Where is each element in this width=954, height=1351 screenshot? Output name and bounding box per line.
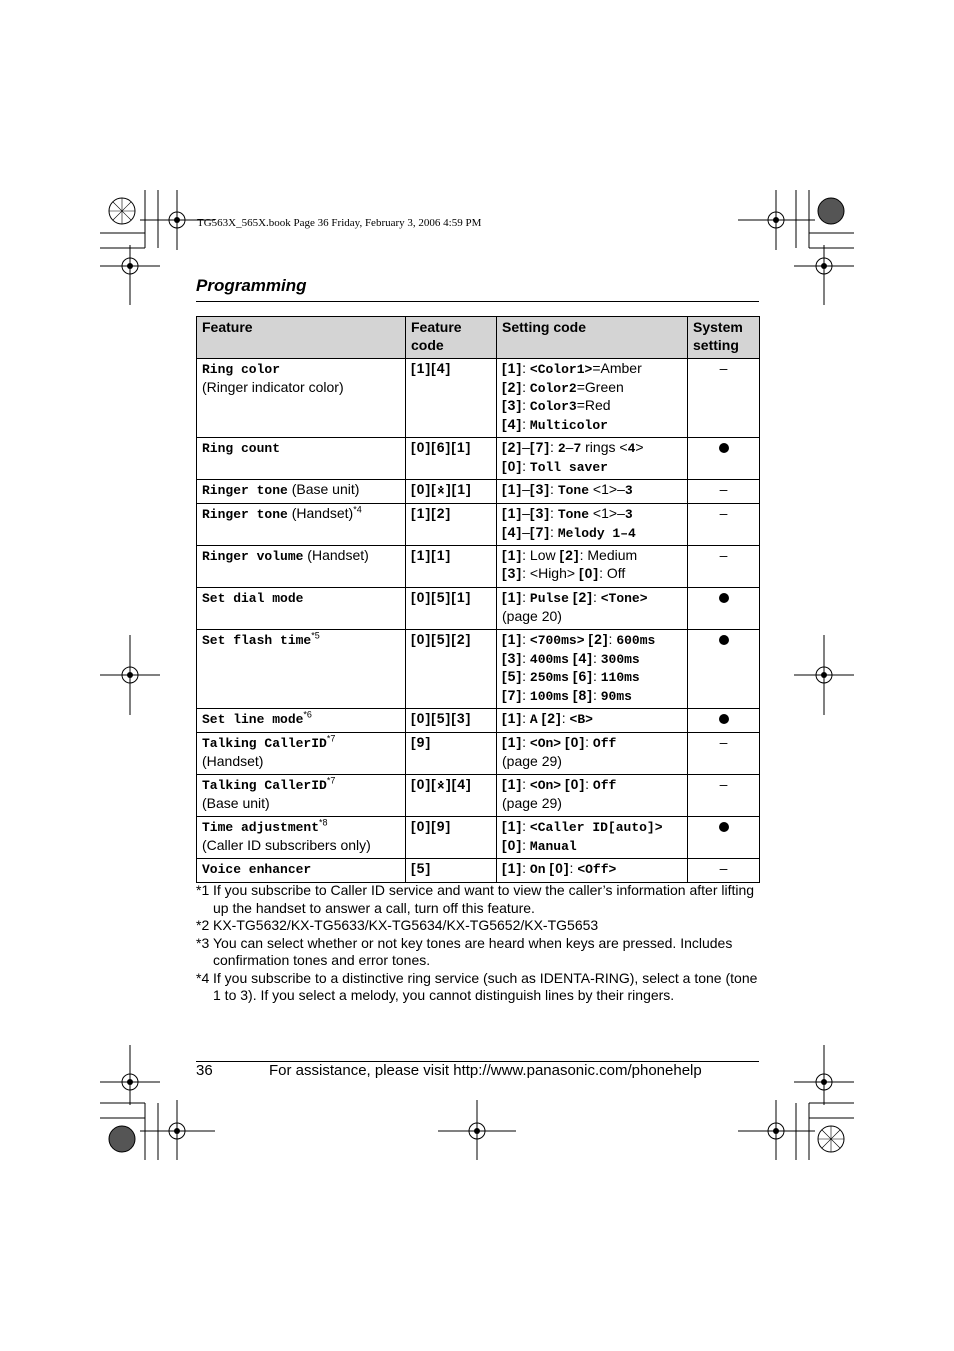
cell-feature: Set flash time$^{*5}$ — [197, 630, 406, 709]
cell-feature: Ring color (Ringer indicator color) — [197, 359, 406, 438]
cell-feature-code: [0][5][2] — [406, 630, 497, 709]
footnote — [196, 935, 761, 970]
system-setting-dot-icon — [719, 714, 729, 724]
cell-feature-code: [1][1] — [406, 546, 497, 588]
cell-feature-code: [0][6][1] — [406, 438, 497, 480]
cell-setting-code: [1]: <On> [0]: Off (page 29) — [497, 775, 688, 817]
footnote-text: If you subscribe to Caller ID service and want to view the caller’s information after lifting up the handset to answer a call, turn off this feature. — [213, 882, 755, 916]
system-setting-dot-icon — [719, 635, 729, 645]
cell-feature: Time adjustment$^{*8}$ (Caller ID subscribers only) — [197, 817, 406, 859]
cell-setting-code: [1]: A [2]: <B> — [497, 709, 688, 733]
cell-system-setting — [688, 630, 760, 709]
header-feature: Feature — [197, 317, 406, 359]
cell-feature: Set line mode$^{*6}$ — [197, 709, 406, 733]
header-feature-code: Feature code — [406, 317, 497, 359]
footnote-text: KX-TG5632/KX-TG5633/KX-TG5634/KX-TG5652/KX-TG5653 — [213, 917, 599, 933]
book-header-line: TG563X_565X.book Page 36 Friday, February 3, 2006 4:59 PM — [197, 217, 482, 229]
section-title: Programming — [196, 276, 307, 295]
header-system-setting: System setting — [688, 317, 760, 359]
cell-setting-code: [1]–[3]: Tone <1>–3 — [497, 480, 688, 504]
cell-setting-code: [1]: <Color1>=Amber [2]: Color2=Green [3]: Color3=Red [4]: Multicolor — [497, 359, 688, 438]
footnote — [196, 917, 761, 935]
cell-system-setting: – — [688, 480, 760, 504]
footer-assistance: For assistance, please visit http://www.panasonic.com/phonehelp — [269, 1062, 702, 1079]
system-setting-dot-icon — [719, 822, 729, 832]
system-setting-dot-icon — [719, 593, 729, 603]
cell-setting-code: [1]–[3]: Tone <1>–3 [4]–[7]: Melody 1–4 — [497, 504, 688, 546]
footnote-mark: *3 — [196, 934, 210, 951]
cell-setting-code: [1]: Low [2]: Medium [3]: <High> [0]: Off — [497, 546, 688, 588]
cell-setting-code: [1]: <700ms> [2]: 600ms [3]: 400ms [4]: 300ms [5]: 250ms [6]: 110ms [7]: 100ms [8]: 90ms — [497, 630, 688, 709]
cell-feature: Voice enhancer — [197, 859, 406, 883]
cell-feature-code: [0][⨰][1] — [406, 480, 497, 504]
cell-system-setting — [688, 588, 760, 630]
footnote — [196, 970, 761, 1005]
cell-setting-code: [1]: Pulse [2]: <Tone> (page 20) — [497, 588, 688, 630]
cell-feature-code: [0][5][1] — [406, 588, 497, 630]
table-row — [197, 359, 760, 438]
table-row — [197, 709, 760, 733]
cell-system-setting — [688, 709, 760, 733]
system-setting-dot-icon — [719, 443, 729, 453]
table-row — [197, 438, 760, 480]
cell-system-setting: – — [688, 775, 760, 817]
table-row — [197, 480, 760, 504]
cell-system-setting — [688, 817, 760, 859]
cell-feature-code: [9] — [406, 733, 497, 775]
cell-setting-code: [1]: On [0]: <Off> — [497, 859, 688, 883]
cell-setting-code: [1]: <Caller ID[auto]> [0]: Manual — [497, 817, 688, 859]
cell-feature: Set dial mode — [197, 588, 406, 630]
footnote-text: If you subscribe to a distinctive ring service (such as IDENTA-RING), select a tone (tone 1 to 3). If you select a melody, you cannot distinguish lines by their ringers. — [213, 969, 758, 1003]
table-row — [197, 859, 760, 883]
cell-feature: Ring count — [197, 438, 406, 480]
cell-setting-code: [2]–[7]: 2–7 rings <4> [0]: Toll saver — [497, 438, 688, 480]
top-rule — [196, 301, 759, 302]
footnote-mark: *4 — [196, 969, 210, 986]
cell-feature-code: [1][2] — [406, 504, 497, 546]
cell-feature: Ringer tone (Base unit) — [197, 480, 406, 504]
cell-feature: Ringer volume (Handset) — [197, 546, 406, 588]
cell-system-setting — [688, 438, 760, 480]
cell-system-setting: – — [688, 359, 760, 438]
table-row — [197, 546, 760, 588]
cell-feature-code: [1][4] — [406, 359, 497, 438]
table-header-row — [197, 317, 760, 359]
table-row — [197, 733, 760, 775]
header-setting-code: Setting code — [497, 317, 688, 359]
cell-system-setting: – — [688, 733, 760, 775]
cell-feature: Ringer tone (Handset)$^{*4}$ — [197, 504, 406, 546]
cell-feature: Talking CallerID$^{*7}$ (Base unit) — [197, 775, 406, 817]
footnotes — [196, 882, 761, 1005]
table-row — [197, 630, 760, 709]
table-row — [197, 504, 760, 546]
programming-table — [196, 316, 760, 883]
cell-system-setting: – — [688, 504, 760, 546]
cell-feature-code: [0][⨰][4] — [406, 775, 497, 817]
page-number: 36 — [196, 1062, 213, 1079]
footnote-mark: *1 — [196, 882, 210, 898]
table-row — [197, 588, 760, 630]
cell-feature-code: [0][5][3] — [406, 709, 497, 733]
cell-feature-code: [0][9] — [406, 817, 497, 859]
cell-system-setting: – — [688, 859, 760, 883]
table-row — [197, 817, 760, 859]
footnote-text: You can select whether or not key tones are heard when keys are pressed. Includes confirmation tones and error tones. — [213, 934, 733, 968]
cell-feature: Talking CallerID$^{*7}$ (Handset) — [197, 733, 406, 775]
footnote-mark: *2 — [196, 917, 210, 933]
footnote — [196, 882, 761, 917]
cell-setting-code: [1]: <On> [0]: Off (page 29) — [497, 733, 688, 775]
table-row — [197, 775, 760, 817]
cell-system-setting: – — [688, 546, 760, 588]
cell-feature-code: [5] — [406, 859, 497, 883]
